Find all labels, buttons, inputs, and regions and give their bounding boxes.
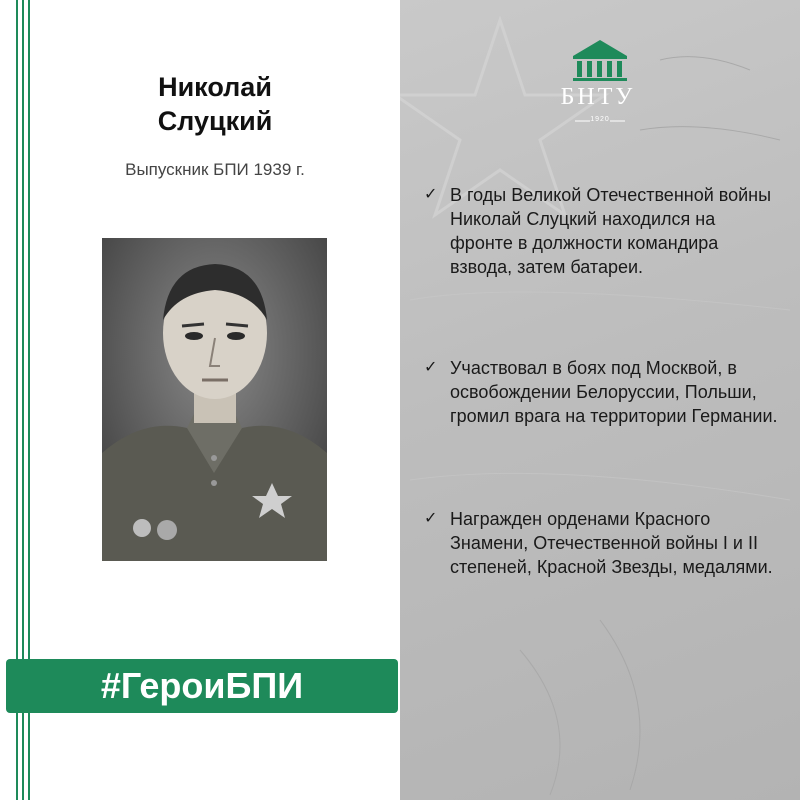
- person-subtitle: Выпускник БПИ 1939 г.: [125, 160, 305, 179]
- hashtag-banner: #ГероиБПИ: [6, 659, 398, 713]
- person-first-name: Николай: [158, 72, 272, 102]
- portrait-photo: [102, 238, 327, 561]
- logo-title: БНТУ: [560, 84, 636, 110]
- university-building-logo-icon: [545, 38, 645, 128]
- portrait-illustration: [102, 238, 327, 561]
- fact-text: В годы Великой Отечественной войны Николай Слуцкий находился на фронте в должности командира взвода, затем батареи.: [450, 185, 772, 277]
- check-icon: ✓: [424, 510, 438, 527]
- fact-text: Участвовал в боях под Москвой, в освобождении Белоруссии, Польши, громил врага на территории Германии.: [450, 358, 778, 426]
- check-icon: ✓: [424, 186, 438, 203]
- person-last-name: Слуцкий: [157, 106, 273, 136]
- person-name: [110, 70, 320, 138]
- fact-text: Награжден орденами Красного Знамени, Отечественной войны I и II степеней, Красной Звезды, медалями.: [450, 509, 773, 577]
- logo-year: 1920: [590, 116, 610, 123]
- check-icon: ✓: [424, 359, 438, 376]
